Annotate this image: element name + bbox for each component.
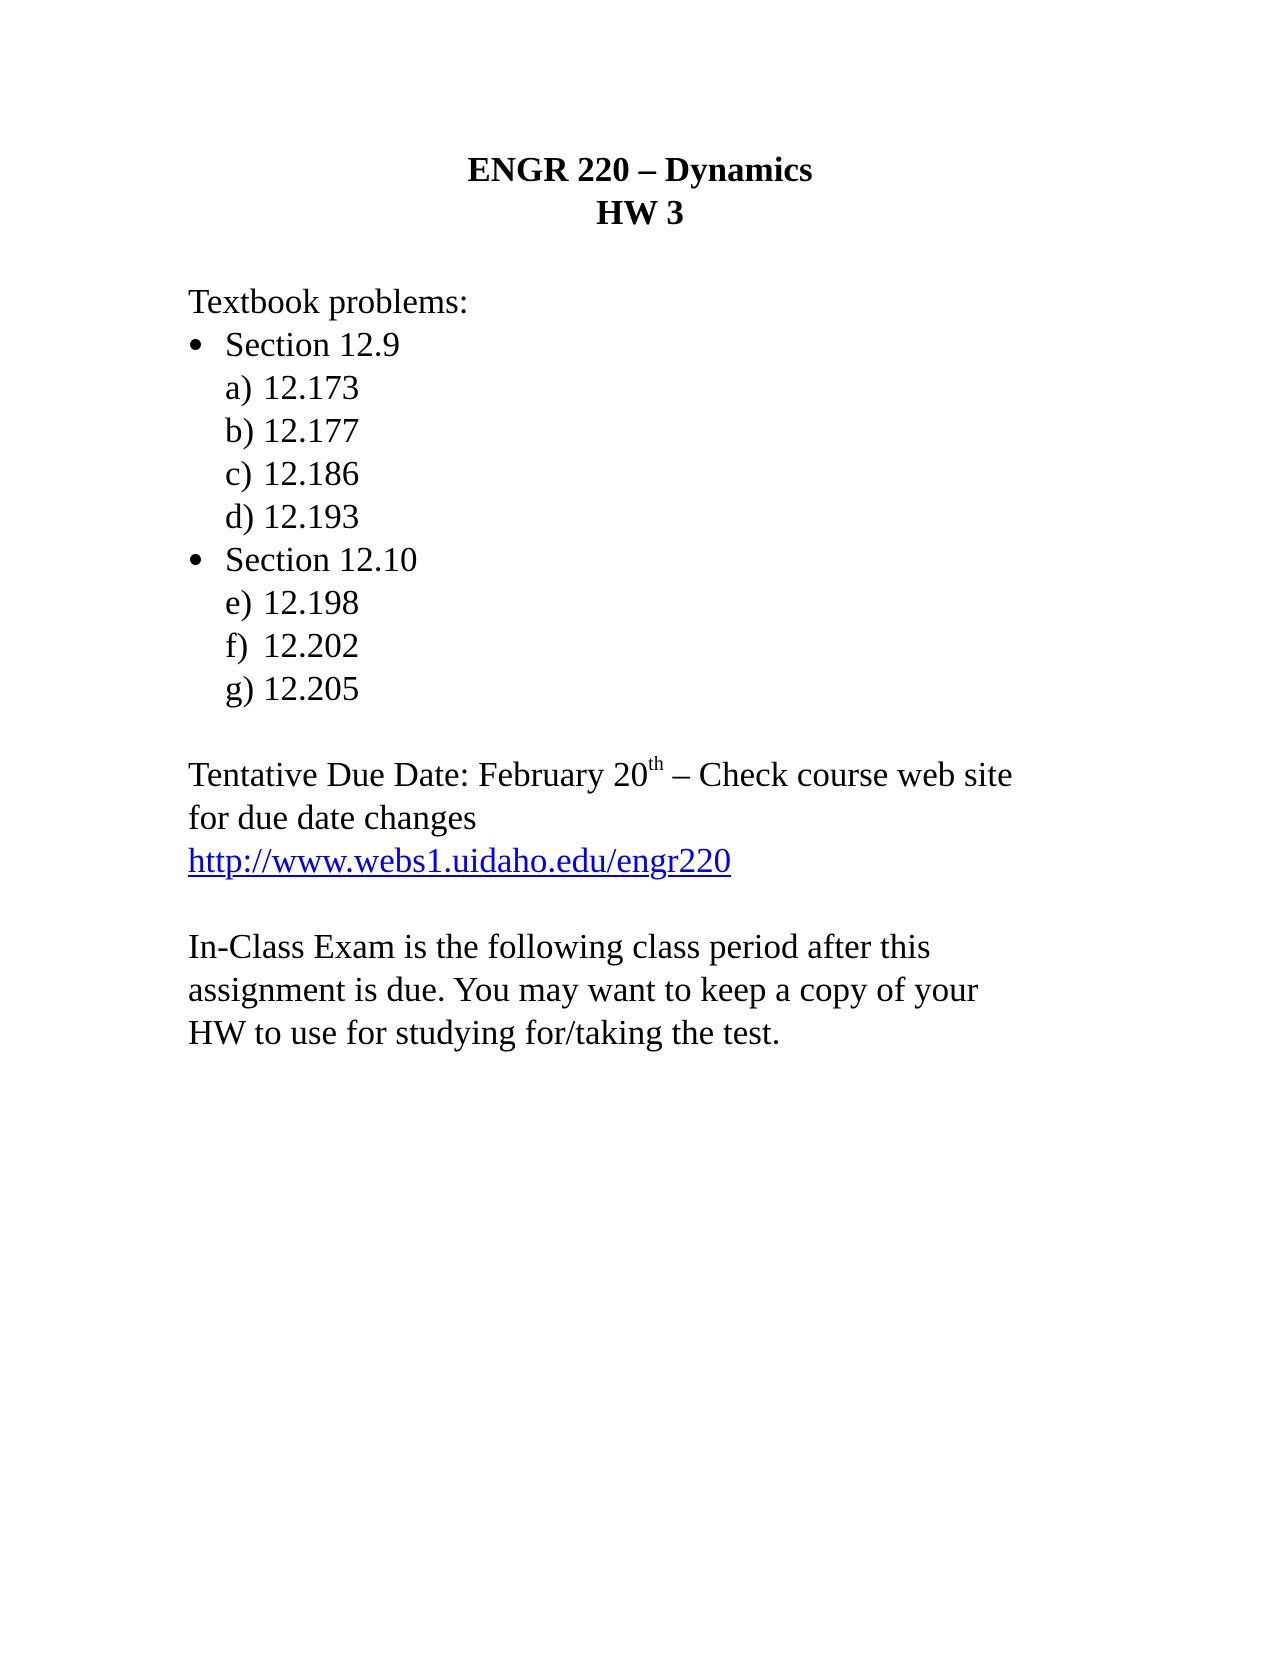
- course-title: ENGR 220 – Dynamics: [467, 150, 813, 189]
- course-website-link[interactable]: http://www.webs1.uidaho.edu/engr220: [188, 841, 732, 880]
- paragraph-gap: [188, 710, 1108, 753]
- section-label: Section 12.10: [225, 540, 418, 579]
- problem-number: 12.193: [263, 497, 360, 536]
- problem-item: [188, 581, 1108, 624]
- paragraph-gap: [188, 882, 1108, 925]
- due-date-note: for due date changes: [188, 798, 477, 837]
- exam-note-line: In-Class Exam is the following class period after this: [188, 927, 931, 966]
- due-date-line: [188, 753, 1108, 796]
- section-label: Section 12.9: [225, 325, 400, 364]
- bullet-icon: [190, 554, 201, 565]
- exam-note-line: assignment is due. You may want to keep a copy of your: [188, 970, 979, 1009]
- problem-number: 12.177: [263, 411, 360, 450]
- due-date-suffix: – Check course web site: [663, 755, 1013, 794]
- problem-item: [188, 624, 1108, 667]
- problem-item: [188, 495, 1108, 538]
- problem-letter: g): [225, 669, 255, 708]
- bullet-icon: [190, 339, 201, 350]
- problem-letter: a): [225, 368, 253, 407]
- document-body: [188, 280, 1108, 1054]
- problem-item: [188, 667, 1108, 710]
- problem-number: 12.186: [263, 454, 360, 493]
- problem-letter: b): [225, 411, 255, 450]
- problem-letter: e): [225, 583, 253, 622]
- problem-number: 12.205: [263, 669, 360, 708]
- due-date-ordinal: th: [648, 753, 664, 776]
- problem-item: [188, 409, 1108, 452]
- problem-number: 12.173: [263, 368, 360, 407]
- problem-letter: c): [225, 454, 253, 493]
- exam-note-line: HW to use for studying for/taking the test.: [188, 1013, 781, 1052]
- problem-number: 12.198: [263, 583, 360, 622]
- course-url-line: [188, 839, 1108, 882]
- assignment-title: HW 3: [596, 193, 684, 232]
- due-date-prefix: Tentative Due Date: February 20: [188, 755, 649, 794]
- problems-intro: Textbook problems:: [188, 282, 469, 321]
- problem-number: 12.202: [263, 626, 360, 665]
- problem-item: [188, 452, 1108, 495]
- section-bullet: [188, 538, 1108, 581]
- problem-letter: f): [225, 626, 249, 665]
- section-bullet: [188, 323, 1108, 366]
- problem-item: [188, 366, 1108, 409]
- document-header: [0, 148, 1280, 234]
- problem-letter: d): [225, 497, 255, 536]
